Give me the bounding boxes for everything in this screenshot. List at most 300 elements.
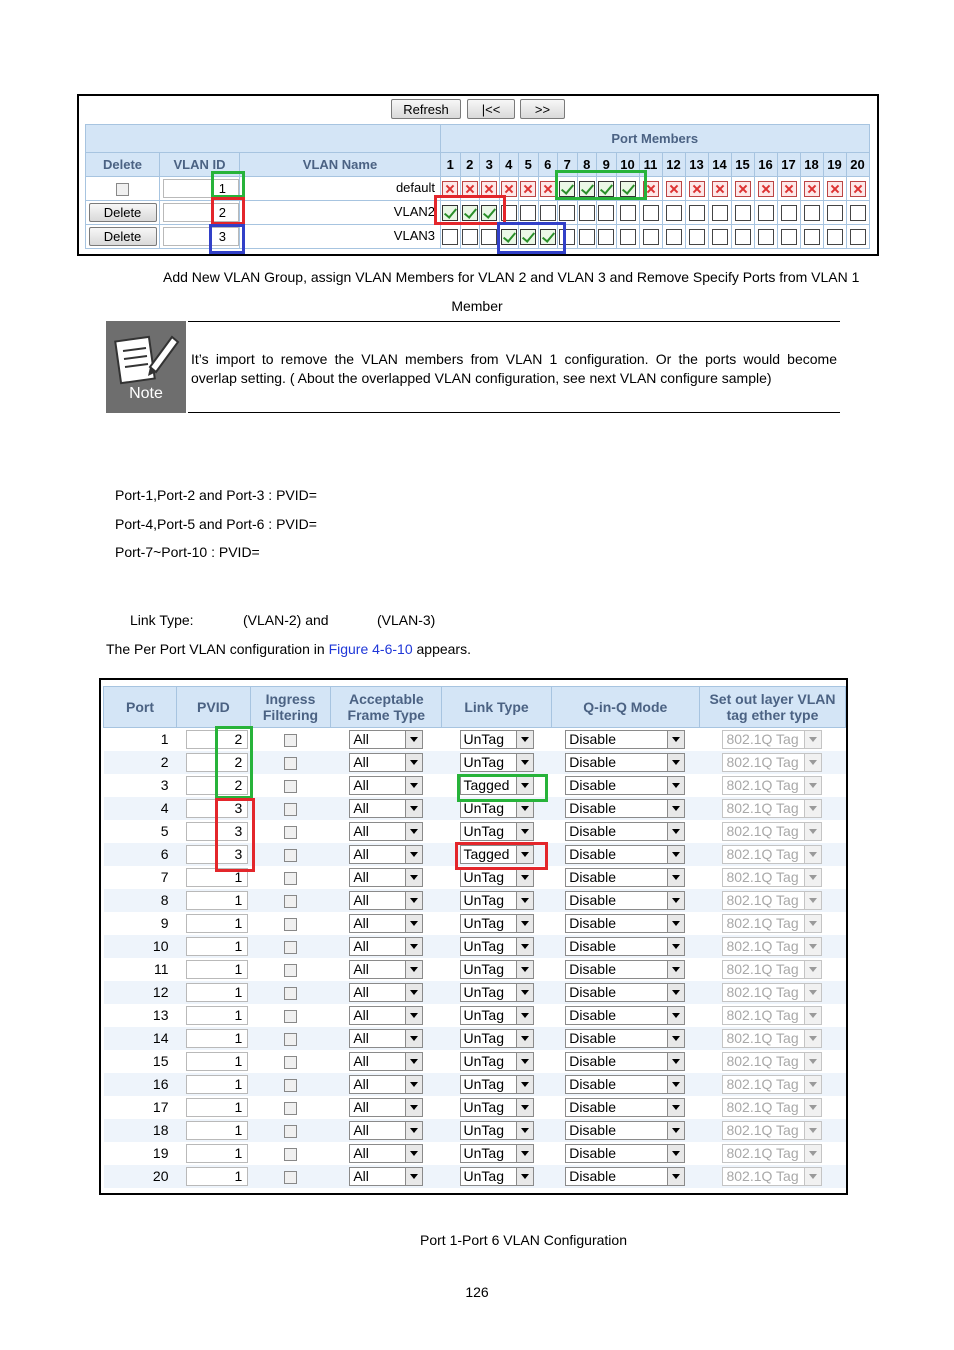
ingress-cell xyxy=(250,1165,330,1188)
frame-type-value: All xyxy=(353,730,369,747)
outer-tag-select[interactable] xyxy=(722,891,822,910)
ingress-filtering-checkbox[interactable] xyxy=(284,872,297,885)
outer-tag-cell xyxy=(699,1096,845,1119)
member-forbidden-icon[interactable] xyxy=(827,181,843,197)
link-type-select[interactable] xyxy=(460,1029,534,1048)
member-checkbox-empty[interactable] xyxy=(850,229,866,245)
ingress-filtering-checkbox[interactable] xyxy=(284,1033,297,1046)
link-type-value: UnTag xyxy=(463,1098,504,1115)
ingress-filtering-checkbox[interactable] xyxy=(284,964,297,977)
pvid-cell xyxy=(177,1119,251,1142)
figure1-caption-line2: Member xyxy=(451,298,503,314)
link-type-cell xyxy=(442,981,551,1004)
outer-tag-select[interactable] xyxy=(722,983,822,1002)
ingress-filtering-checkbox[interactable] xyxy=(284,1125,297,1138)
dropdown-arrow-icon xyxy=(405,754,422,771)
frame-type-select[interactable] xyxy=(349,868,423,887)
dropdown-arrow-icon xyxy=(516,984,533,1001)
ingress-filtering-checkbox[interactable] xyxy=(284,849,297,862)
member-checkbox-empty[interactable] xyxy=(598,205,614,221)
pvid-field[interactable]: 1 xyxy=(186,891,248,910)
link-type-cell xyxy=(442,889,551,912)
vlan-membership-figure xyxy=(77,94,879,256)
delete-button[interactable]: Delete xyxy=(89,203,157,222)
qinq-mode-select[interactable] xyxy=(565,1098,685,1117)
port-row xyxy=(104,981,846,1004)
qinq-mode-select[interactable] xyxy=(565,891,685,910)
vlan-id-field[interactable]: 2 xyxy=(163,203,239,222)
outer-tag-select[interactable] xyxy=(722,1121,822,1140)
dropdown-arrow-icon xyxy=(667,777,684,794)
frame-type-select[interactable] xyxy=(349,983,423,1002)
ingress-filtering-checkbox[interactable] xyxy=(284,780,297,793)
frame-type-cell xyxy=(331,797,442,820)
ingress-filtering-checkbox[interactable] xyxy=(284,941,297,954)
link-type-select[interactable] xyxy=(460,868,534,887)
member-checkbox-empty[interactable] xyxy=(827,229,843,245)
outer-tag-cell xyxy=(699,889,845,912)
frame-type-select[interactable] xyxy=(349,776,423,795)
link-type-value: UnTag xyxy=(463,960,504,977)
frame-type-select[interactable] xyxy=(349,799,423,818)
qinq-cell xyxy=(551,889,699,912)
qinq-mode-select[interactable] xyxy=(565,868,685,887)
member-checkbox-empty[interactable] xyxy=(689,229,705,245)
ingress-cell xyxy=(250,1142,330,1165)
dropdown-arrow-icon xyxy=(804,1099,821,1116)
member-forbidden-icon[interactable] xyxy=(520,181,536,197)
port-cell: 13 xyxy=(152,1007,169,1023)
member-checkbox-empty[interactable] xyxy=(643,229,659,245)
port-row xyxy=(104,958,846,981)
port-row xyxy=(104,1027,846,1050)
frame-type-cell xyxy=(331,1142,442,1165)
member-checkbox-empty[interactable] xyxy=(520,205,536,221)
outer-tag-cell xyxy=(699,912,845,935)
ingress-filtering-checkbox[interactable] xyxy=(284,1010,297,1023)
member-checkbox-empty[interactable] xyxy=(666,229,682,245)
frame-type-value: All xyxy=(353,983,369,1000)
outer-tag-value: 802.1Q Tag xyxy=(726,983,799,1000)
outer-tag-select[interactable] xyxy=(722,753,822,772)
ingress-cell xyxy=(250,751,330,774)
member-checkbox-empty[interactable] xyxy=(559,205,575,221)
qinq-mode-select[interactable] xyxy=(565,1167,685,1186)
link-type-cell xyxy=(442,1027,551,1050)
pvid-field[interactable]: 1 xyxy=(186,1098,248,1117)
outer-tag-select[interactable] xyxy=(722,1075,822,1094)
dropdown-arrow-icon xyxy=(667,1053,684,1070)
outer-tag-select[interactable] xyxy=(722,730,822,749)
member-checkbox-empty[interactable] xyxy=(712,205,728,221)
link-type-select[interactable] xyxy=(460,753,534,772)
pvid-field[interactable]: 1 xyxy=(186,937,248,956)
member-checkbox-empty[interactable] xyxy=(579,205,595,221)
member-forbidden-icon[interactable] xyxy=(689,181,705,197)
ingress-cell xyxy=(250,981,330,1004)
ingress-cell xyxy=(250,1119,330,1142)
link-type-value: UnTag xyxy=(463,914,504,931)
outer-tag-value: 802.1Q Tag xyxy=(726,845,799,862)
member-checkbox-empty[interactable] xyxy=(735,205,751,221)
member-cell xyxy=(708,225,731,249)
qinq-cell xyxy=(551,1119,699,1142)
vlan-name-field[interactable]: VLAN3 xyxy=(242,227,438,246)
qinq-mode-select[interactable] xyxy=(565,1006,685,1025)
link-type-select[interactable] xyxy=(460,730,534,749)
pvid-field[interactable]: 1 xyxy=(186,983,248,1002)
ingress-filtering-checkbox[interactable] xyxy=(284,1079,297,1092)
member-cell xyxy=(558,201,578,225)
qinq-mode-value: Disable xyxy=(569,776,616,793)
pvid-field[interactable]: 1 xyxy=(186,1144,248,1163)
dropdown-arrow-icon xyxy=(516,1168,533,1185)
member-checkbox-empty[interactable] xyxy=(540,205,556,221)
frame-type-value: All xyxy=(353,1144,369,1161)
member-forbidden-icon[interactable] xyxy=(735,181,751,197)
frame-type-select[interactable] xyxy=(349,730,423,749)
link-type-cell xyxy=(442,751,551,774)
pvid-field[interactable]: 2 xyxy=(186,730,248,749)
member-checkbox-empty[interactable] xyxy=(620,229,636,245)
member-checkbox-empty[interactable] xyxy=(689,205,705,221)
ingress-filtering-checkbox[interactable] xyxy=(284,1148,297,1161)
frame-type-select[interactable] xyxy=(349,1144,423,1163)
frame-type-select[interactable] xyxy=(349,937,423,956)
link-type-cell xyxy=(442,820,551,843)
member-checkbox-empty[interactable] xyxy=(481,229,497,245)
outer-tag-select[interactable] xyxy=(722,845,822,864)
link-type-select[interactable] xyxy=(460,914,534,933)
member-checkbox-empty[interactable] xyxy=(758,205,774,221)
outer-tag-select[interactable] xyxy=(722,1029,822,1048)
dropdown-arrow-icon xyxy=(804,869,821,886)
dropdown-arrow-icon xyxy=(516,1099,533,1116)
frame-type-cell xyxy=(331,889,442,912)
port-cell: 15 xyxy=(152,1053,169,1069)
link-type-select[interactable] xyxy=(460,891,534,910)
dropdown-arrow-icon xyxy=(667,823,684,840)
note-text: It’s import to remove the VLAN members from VLAN 1 configuration. Or the ports would become overlap setting. ( About the overlapped VLAN configuration, see next VLAN configure sample) xyxy=(191,351,837,386)
qinq-mode-select[interactable] xyxy=(565,1029,685,1048)
vlan-id-field[interactable]: 1 xyxy=(163,179,239,198)
outer-tag-cell xyxy=(699,1004,845,1027)
member-cell xyxy=(823,225,846,249)
port-number-header: 2 xyxy=(460,153,480,177)
note-box xyxy=(106,321,840,413)
member-checkbox-empty[interactable] xyxy=(643,205,659,221)
outer-tag-select[interactable] xyxy=(722,822,822,841)
member-cell xyxy=(662,225,685,249)
member-checkbox-empty[interactable] xyxy=(804,205,820,221)
frame-type-select[interactable] xyxy=(349,1098,423,1117)
pvid-cell xyxy=(177,1142,251,1165)
link-type-select[interactable] xyxy=(460,983,534,1002)
frame-type-cell xyxy=(331,1073,442,1096)
outer-tag-select[interactable] xyxy=(722,1098,822,1117)
qinq-mode-value: Disable xyxy=(569,730,616,747)
ingress-cell xyxy=(250,728,330,751)
outer-tag-cell xyxy=(699,1073,845,1096)
member-forbidden-icon[interactable] xyxy=(804,181,820,197)
outer-tag-select[interactable] xyxy=(722,1144,822,1163)
pvid-field[interactable]: 1 xyxy=(186,1121,248,1140)
port-number-header: 5 xyxy=(519,153,539,177)
dropdown-arrow-icon xyxy=(516,1145,533,1162)
link-type-value: Tagged xyxy=(463,845,510,862)
link-type-select[interactable] xyxy=(460,1075,534,1094)
qinq-mode-select[interactable] xyxy=(565,937,685,956)
member-checkbox-empty[interactable] xyxy=(620,205,636,221)
qinq-mode-select[interactable] xyxy=(565,799,685,818)
ingress-cell xyxy=(250,1073,330,1096)
delete-button[interactable]: Delete xyxy=(89,227,157,246)
qinq-mode-select[interactable] xyxy=(565,983,685,1002)
vlan-id-field[interactable]: 3 xyxy=(163,227,239,246)
frame-type-select[interactable] xyxy=(349,845,423,864)
pvid-field[interactable]: 2 xyxy=(186,753,248,772)
member-checkbox-empty[interactable] xyxy=(442,229,458,245)
member-cell xyxy=(460,225,480,249)
outer-tag-select[interactable] xyxy=(722,937,822,956)
dropdown-arrow-icon xyxy=(667,984,684,1001)
pvid-cell xyxy=(177,1165,251,1188)
dropdown-arrow-icon xyxy=(516,1122,533,1139)
frame-type-select[interactable] xyxy=(349,1052,423,1071)
qinq-mode-value: Disable xyxy=(569,1121,616,1138)
qinq-mode-select[interactable] xyxy=(565,845,685,864)
port-cell: 11 xyxy=(153,961,169,977)
frame-type-select[interactable] xyxy=(349,1006,423,1025)
member-checkbox-empty[interactable] xyxy=(712,229,728,245)
member-checkbox-empty[interactable] xyxy=(827,205,843,221)
port-number-header: 8 xyxy=(577,153,597,177)
ingress-filtering-checkbox[interactable] xyxy=(284,734,297,747)
member-forbidden-icon[interactable] xyxy=(758,181,774,197)
link-type-select[interactable] xyxy=(460,960,534,979)
outer-tag-value: 802.1Q Tag xyxy=(726,1029,799,1046)
frame-type-select[interactable] xyxy=(349,1075,423,1094)
pvid-field[interactable]: 1 xyxy=(186,914,248,933)
outer-tag-select[interactable] xyxy=(722,960,822,979)
frame-type-select[interactable] xyxy=(349,1029,423,1048)
qinq-cell xyxy=(551,912,699,935)
outer-tag-cell xyxy=(699,1119,845,1142)
qinq-mode-select[interactable] xyxy=(565,753,685,772)
member-checkbox-empty[interactable] xyxy=(804,229,820,245)
ingress-header-line1: Ingress xyxy=(265,691,316,707)
qinq-mode-value: Disable xyxy=(569,1098,616,1115)
link-type-select[interactable] xyxy=(460,1052,534,1071)
link-type-select[interactable] xyxy=(460,1006,534,1025)
member-checkbox-empty[interactable] xyxy=(579,229,595,245)
pvid-field[interactable]: 1 xyxy=(186,1167,248,1186)
outer-tag-select[interactable] xyxy=(722,868,822,887)
member-cell xyxy=(777,177,800,201)
link-type-cell xyxy=(442,935,551,958)
qinq-mode-value: Disable xyxy=(569,1029,616,1046)
member-forbidden-icon[interactable] xyxy=(666,181,682,197)
member-checkbox-empty[interactable] xyxy=(781,229,797,245)
link-type-select[interactable] xyxy=(460,1167,534,1186)
vlan-name-field[interactable]: VLAN2 xyxy=(242,203,438,222)
qinq-mode-value: Disable xyxy=(569,937,616,954)
port-number-header: 17 xyxy=(777,153,800,177)
qinq-mode-select[interactable] xyxy=(565,730,685,749)
outer-tag-value: 802.1Q Tag xyxy=(726,1006,799,1023)
outer-tag-select[interactable] xyxy=(722,1167,822,1186)
member-cell xyxy=(639,201,662,225)
member-forbidden-icon[interactable] xyxy=(850,181,866,197)
member-cell xyxy=(639,225,662,249)
port-number-header: 1 xyxy=(441,153,461,177)
link-type-select[interactable] xyxy=(460,1121,534,1140)
ingress-filtering-checkbox[interactable] xyxy=(284,1171,297,1184)
link-type-select[interactable] xyxy=(460,822,534,841)
link-type-cell xyxy=(442,1096,551,1119)
qinq-mode-select[interactable] xyxy=(565,1075,685,1094)
frame-type-select[interactable] xyxy=(349,822,423,841)
ingress-filtering-checkbox[interactable] xyxy=(284,1102,297,1115)
pvid-field[interactable]: 1 xyxy=(186,960,248,979)
ingress-filtering-checkbox[interactable] xyxy=(284,1056,297,1069)
outer-tag-select[interactable] xyxy=(722,914,822,933)
member-checkbox-empty[interactable] xyxy=(735,229,751,245)
member-checkbox-empty[interactable] xyxy=(462,229,478,245)
first-page-button[interactable]: |<< xyxy=(467,99,515,119)
highlight-port6-tagged xyxy=(455,842,548,870)
member-cell xyxy=(519,177,539,201)
qinq-mode-select[interactable] xyxy=(565,1121,685,1140)
member-checkbox-empty[interactable] xyxy=(850,205,866,221)
member-cell xyxy=(577,225,597,249)
frame-type-select[interactable] xyxy=(349,1121,423,1140)
pvid-field[interactable]: 1 xyxy=(186,868,248,887)
dropdown-arrow-icon xyxy=(516,1053,533,1070)
ingress-filtering-checkbox[interactable] xyxy=(284,918,297,931)
qinq-cell xyxy=(551,797,699,820)
dropdown-arrow-icon xyxy=(405,800,422,817)
qinq-mode-select[interactable] xyxy=(565,1144,685,1163)
vlan-name-cell xyxy=(240,225,441,249)
dropdown-arrow-icon xyxy=(405,961,422,978)
port-cell: 10 xyxy=(104,935,177,958)
qinq-cell xyxy=(551,751,699,774)
frame-type-select[interactable] xyxy=(349,914,423,933)
figure1-caption: Add New VLAN Group, assign VLAN Members for VLAN 2 and VLAN 3 and Remove Specify Ports from VLAN 1 xyxy=(163,269,860,285)
refresh-button[interactable]: Refresh xyxy=(391,99,461,119)
ingress-cell xyxy=(250,797,330,820)
qinq-mode-select[interactable] xyxy=(565,776,685,795)
outer-tag-select[interactable] xyxy=(722,799,822,818)
member-checkbox-empty[interactable] xyxy=(781,205,797,221)
outer-tag-select[interactable] xyxy=(722,1006,822,1025)
dropdown-arrow-icon xyxy=(804,1053,821,1070)
port-number-header: 16 xyxy=(754,153,777,177)
qinq-mode-select[interactable] xyxy=(565,1052,685,1071)
outer-tag-select[interactable] xyxy=(722,1052,822,1071)
port-number-header: 3 xyxy=(480,153,500,177)
next-page-button[interactable]: >> xyxy=(520,99,565,119)
qinq-cell xyxy=(551,935,699,958)
qinq-mode-value: Disable xyxy=(569,983,616,1000)
member-forbidden-icon[interactable] xyxy=(712,181,728,197)
member-forbidden-icon[interactable] xyxy=(540,181,556,197)
frame-type-cell xyxy=(331,912,442,935)
port-number-header: 11 xyxy=(639,153,662,177)
pvid-field[interactable]: 3 xyxy=(186,845,248,864)
pvid-field[interactable]: 3 xyxy=(186,799,248,818)
frame-type-value: All xyxy=(353,914,369,931)
link-type-select[interactable] xyxy=(460,1144,534,1163)
member-checkbox-empty[interactable] xyxy=(758,229,774,245)
dropdown-arrow-icon xyxy=(804,731,821,748)
port-cell: 9 xyxy=(160,915,169,931)
ingress-filtering-checkbox[interactable] xyxy=(284,826,297,839)
outer-tag-select[interactable] xyxy=(722,776,822,795)
pvid-field[interactable]: 3 xyxy=(186,822,248,841)
ingress-filtering-checkbox[interactable] xyxy=(284,895,297,908)
pvid-cell xyxy=(177,1050,251,1073)
ingress-filtering-checkbox[interactable] xyxy=(284,757,297,770)
member-checkbox-empty[interactable] xyxy=(598,229,614,245)
frame-type-select[interactable] xyxy=(349,960,423,979)
link-type-select[interactable] xyxy=(460,937,534,956)
vlan-name-field[interactable]: default xyxy=(242,179,438,198)
pvid-field[interactable]: 1 xyxy=(186,1075,248,1094)
qinq-mode-select[interactable] xyxy=(565,960,685,979)
qinq-mode-select[interactable] xyxy=(565,822,685,841)
link-type-value: Tagged xyxy=(463,776,510,793)
ingress-filtering-checkbox[interactable] xyxy=(284,987,297,1000)
member-forbidden-icon[interactable] xyxy=(781,181,797,197)
frame-type-select[interactable] xyxy=(349,1167,423,1186)
dropdown-arrow-icon xyxy=(405,1076,422,1093)
ingress-filtering-checkbox[interactable] xyxy=(284,803,297,816)
frame-type-select[interactable] xyxy=(349,891,423,910)
link-type-select[interactable] xyxy=(460,1098,534,1117)
port-number-header: 9 xyxy=(597,153,617,177)
delete-checkbox[interactable] xyxy=(116,183,129,196)
pvid-field[interactable]: 1 xyxy=(186,1029,248,1048)
pvid-field[interactable]: 1 xyxy=(186,1052,248,1071)
port-cell: 6 xyxy=(104,843,177,866)
link-type-value: UnTag xyxy=(463,1167,504,1184)
member-checkbox-empty[interactable] xyxy=(666,205,682,221)
frame-type-value: All xyxy=(353,937,369,954)
qinq-mode-value: Disable xyxy=(569,799,616,816)
link-type-cell xyxy=(442,1050,551,1073)
pvid-field[interactable]: 1 xyxy=(186,1006,248,1025)
port-number-header: 18 xyxy=(800,153,823,177)
outer-tag-value: 802.1Q Tag xyxy=(726,937,799,954)
pvid-field[interactable]: 2 xyxy=(186,776,248,795)
dropdown-arrow-icon xyxy=(667,869,684,886)
outer-tag-value: 802.1Q Tag xyxy=(726,753,799,770)
link-type-value: UnTag xyxy=(463,1052,504,1069)
member-cell xyxy=(731,201,754,225)
frame-type-value: All xyxy=(353,1167,369,1184)
dropdown-arrow-icon xyxy=(516,823,533,840)
qinq-mode-select[interactable] xyxy=(565,914,685,933)
dropdown-arrow-icon xyxy=(667,892,684,909)
dropdown-arrow-icon xyxy=(804,1145,821,1162)
port-cell: 3 xyxy=(160,777,169,793)
outer-tag-cell xyxy=(699,1142,845,1165)
frame-type-select[interactable] xyxy=(349,753,423,772)
ingress-cell xyxy=(250,1027,330,1050)
figure-link[interactable]: Figure 4-6-10 xyxy=(328,641,413,657)
